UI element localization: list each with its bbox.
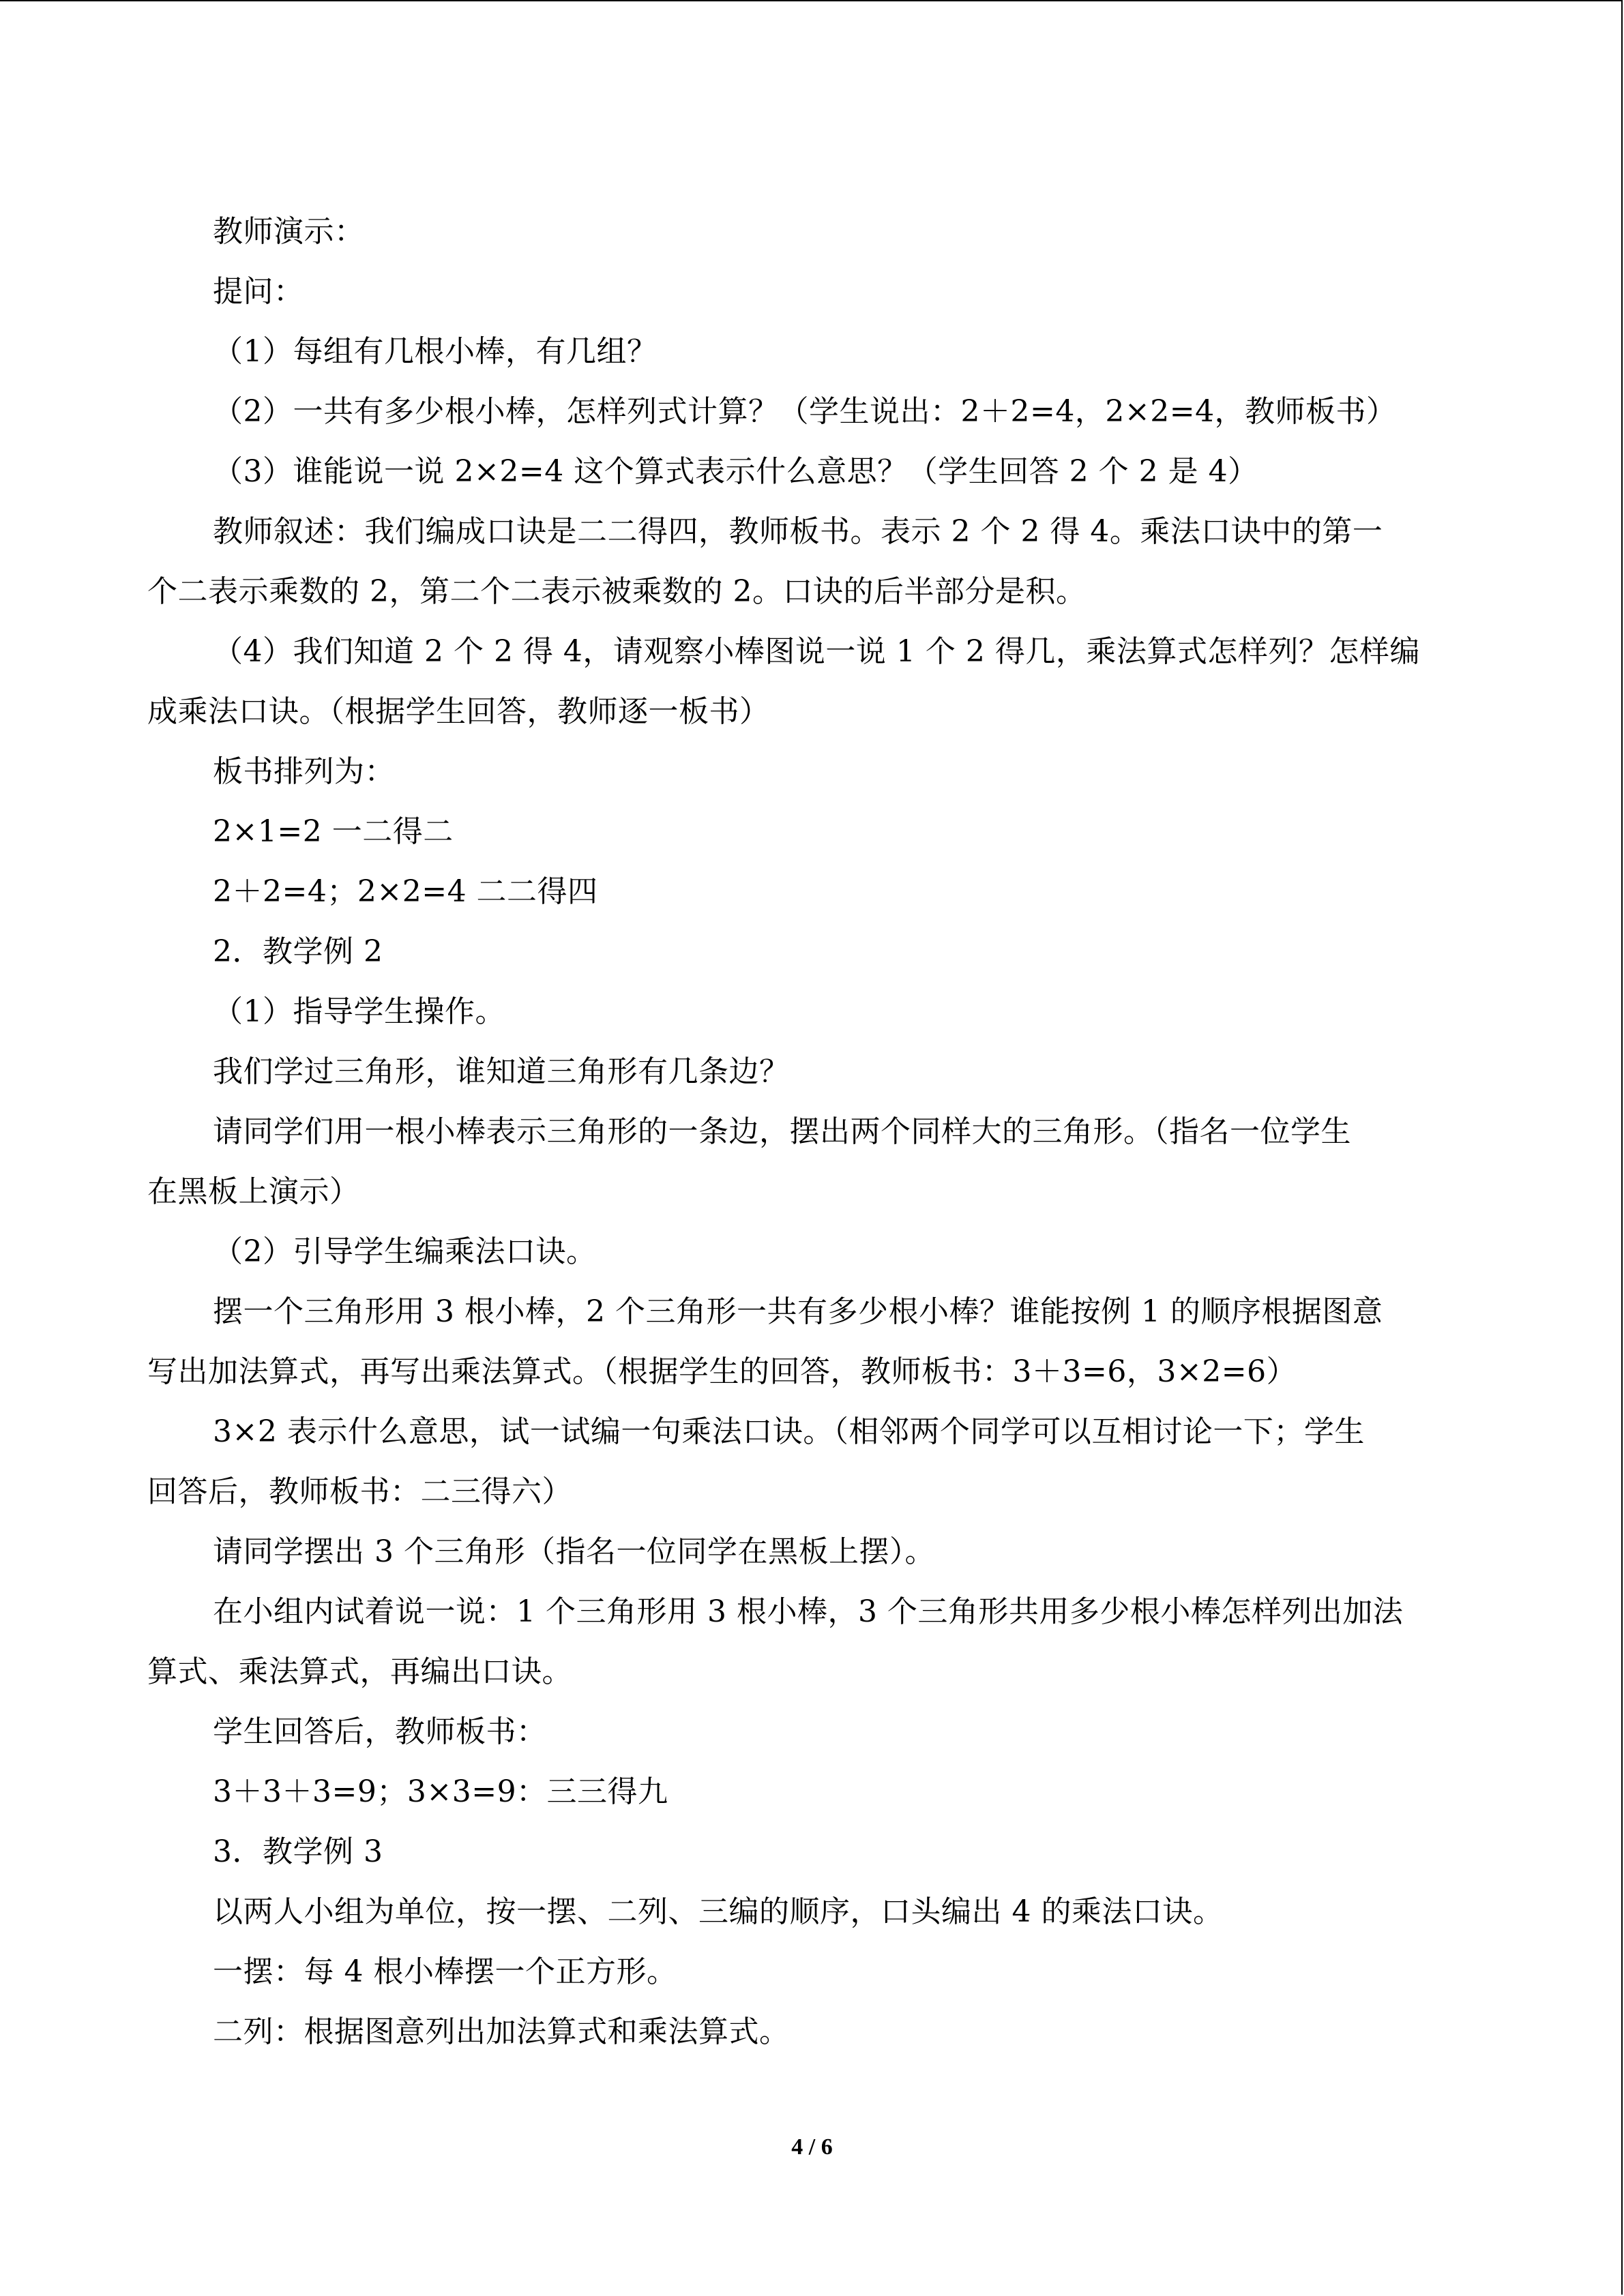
text-line: 个二表示乘数的 2，第二个二表示被乘数的 2。口诀的后半部分是积。 bbox=[147, 574, 1087, 609]
text-line: （3）谁能说一说 2×2=4 这个算式表示什么意思？（学生回答 2 个 2 是 4） bbox=[213, 454, 1258, 489]
text-line: 2＋2=4；2×2=4 二二得四 bbox=[213, 874, 598, 909]
text-line: 摆一个三角形用 3 根小棒，2 个三角形一共有多少根小棒？谁能按例 1 的顺序根据图意 bbox=[213, 1294, 1383, 1329]
text-line: 板书排列为： bbox=[213, 754, 395, 789]
text-line: 以两人小组为单位，按一摆、二列、三编的顺序，口头编出 4 的乘法口诀。 bbox=[213, 1894, 1224, 1929]
text-line: 在黑板上演示） bbox=[147, 1174, 360, 1209]
text-line: 成乘法口诀。（根据学生回答，教师逐一板书） bbox=[147, 694, 770, 729]
text-line: 3×2 表示什么意思，试一试编一句乘法口诀。（相邻两个同学可以互相讨论一下；学生 bbox=[213, 1414, 1365, 1449]
text-line: （2）一共有多少根小棒，怎样列式计算？（学生说出：2＋2=4，2×2=4，教师板书） bbox=[213, 394, 1397, 429]
text-line: 2×1=2 一二得二 bbox=[213, 814, 454, 849]
text-line: 算式、乘法算式，再编出口诀。 bbox=[147, 1654, 572, 1689]
text-line: （1）指导学生操作。 bbox=[213, 994, 505, 1029]
text-line: （4）我们知道 2 个 2 得 4，请观察小棒图说一说 1 个 2 得几，乘法算式怎样列？怎样编 bbox=[213, 634, 1420, 669]
document-body bbox=[147, 202, 1484, 2062]
text-line: 我们学过三角形，谁知道三角形有几条边？ bbox=[213, 1054, 790, 1089]
text-line: 3＋3＋3=9；3×3=9：三三得九 bbox=[213, 1774, 668, 1809]
text-line: 2．教学例 2 bbox=[213, 934, 383, 969]
text-line: 写出加法算式，再写出乘法算式。（根据学生的回答，教师板书：3＋3=6，3×2=6） bbox=[147, 1354, 1297, 1389]
text-line: 教师叙述：我们编成口诀是二二得四，教师板书。表示 2 个 2 得 4。乘法口诀中的第一 bbox=[213, 514, 1383, 549]
text-line: 回答后，教师板书：二三得六） bbox=[147, 1474, 572, 1509]
text-line: 一摆：每 4 根小棒摆一个正方形。 bbox=[213, 1954, 677, 1989]
page-number: 4 / 6 bbox=[791, 2134, 833, 2160]
text-line: 教师演示： bbox=[213, 214, 365, 249]
text-line: 学生回答后，教师板书： bbox=[213, 1714, 547, 1749]
text-line: 请同学摆出 3 个三角形（指名一位同学在黑板上摆）。 bbox=[213, 1534, 935, 1569]
text-line: 请同学们用一根小棒表示三角形的一条边，摆出两个同样大的三角形。（指名一位学生 bbox=[213, 1114, 1351, 1149]
text-line: 提问： bbox=[213, 274, 304, 309]
text-line: 二列：根据图意列出加法算式和乘法算式。 bbox=[213, 2014, 790, 2049]
text-line: 3．教学例 3 bbox=[213, 1834, 383, 1869]
text-line: （1）每组有几根小棒，有几组？ bbox=[213, 334, 658, 369]
text-line: （2）引导学生编乘法口诀。 bbox=[213, 1234, 597, 1269]
text-line: 在小组内试着说一说：1 个三角形用 3 根小棒，3 个三角形共用多少根小棒怎样列出加法 bbox=[213, 1594, 1404, 1629]
